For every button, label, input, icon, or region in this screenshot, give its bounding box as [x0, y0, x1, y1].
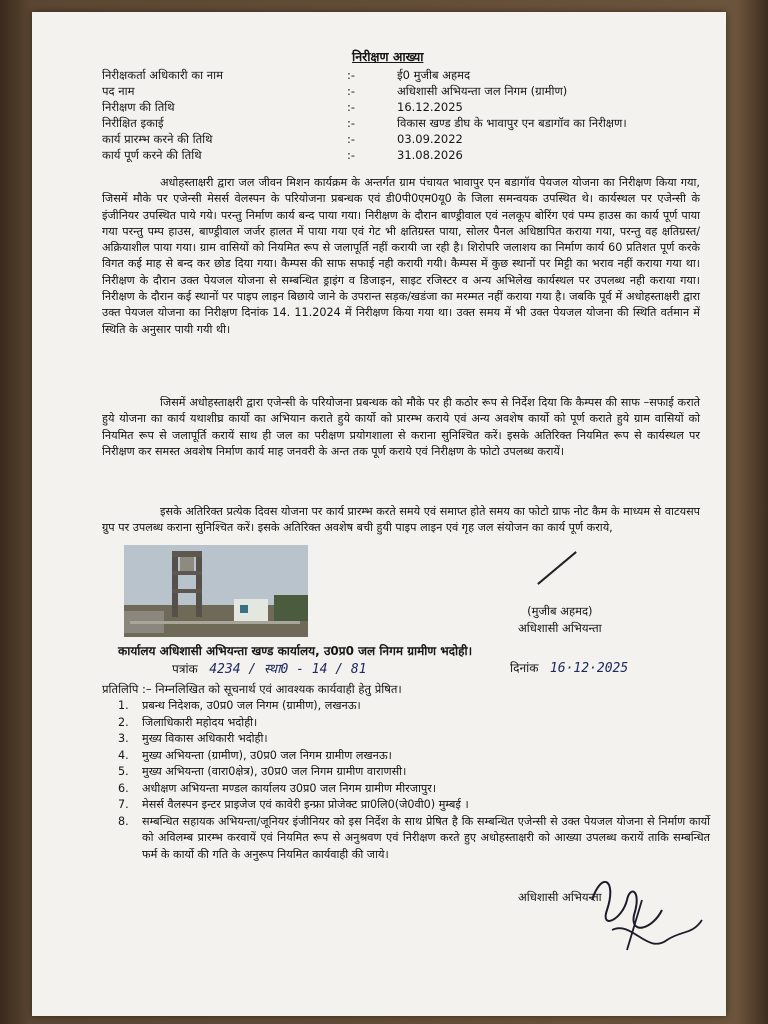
copy-to-heading: प्रतिलिपि :– निम्नलिखित को सूचनार्थ एवं आवश्यक कार्यवाही हेतु प्रेषित।: [102, 682, 402, 696]
letter-number-value: 4234 / स्था0 - 14 / 81: [209, 662, 367, 677]
meta-separator: :-: [347, 68, 356, 82]
list-item: [118, 764, 710, 781]
letter-number: [172, 659, 367, 677]
meta-label: पद नाम: [102, 84, 135, 98]
meta-row: [102, 116, 702, 132]
officer-designation: अधिशासी अभियन्ता: [518, 621, 602, 635]
inspection-report-page: [32, 12, 726, 1016]
letter-date-value: 16·12·2025: [549, 661, 629, 676]
list-item: [118, 731, 710, 748]
meta-separator: :-: [347, 84, 356, 98]
list-text: प्रबन्ध निदेशक, उ0प्र0 जल निगम (ग्रामीण), लखनऊ।: [142, 699, 361, 712]
list-number: 7.: [118, 798, 129, 811]
meta-separator: :-: [347, 100, 356, 114]
site-photo: [124, 545, 308, 637]
meta-value: 16.12.2025: [397, 100, 463, 114]
meta-label: निरीक्षकर्ता अधिकारी का नाम: [102, 68, 223, 82]
meta-label: कार्य पूर्ण करने की तिथि: [102, 148, 202, 162]
meta-separator: :-: [347, 116, 356, 130]
list-text: मेसर्स वैलस्पन इन्टर प्राइजेज एवं कावेरी इन्फ्रा प्रोजेक्ट प्रा0लि0(जे0वी0) मुम्बई ।: [142, 798, 469, 811]
meta-row: [102, 84, 702, 100]
officer-name: (मुजीब अहमद): [527, 604, 593, 618]
list-text: सम्बन्धित सहायक अभियन्ता/जूनियर इंजीनियर को इस निर्देश के साथ प्रेषित है कि सम्बन्धित एजेन्सी से उक्त पेयजल योजना से निर्माण कार्यो को अविलम्ब प्रारम्भ करवायें एवं नियमित रूप से अनुश्रवण एवं निरीक्षण करते हुए अधोहस्ताक्षरी को आख्या उपलब्ध करायें ताकि सम्बन्धित फर्म के कार्यो की गति के अनुरूप नियमित कार्यवाही की जाये।: [142, 814, 710, 861]
list-number: 4.: [118, 748, 129, 762]
list-item: [118, 698, 710, 715]
meta-value: 03.09.2022: [397, 132, 463, 146]
meta-label: निरीक्षित इकाई: [102, 116, 164, 130]
body-paragraph: इसके अतिरिक्त प्रत्येक दिवस योजना पर कार्य प्रारम्भ करते समये एवं समाप्त होते समय का फोटो ग्राफ नोट कैम के माध्यम से वाटयसप ग्रुप पर उपलब्ध कराना सुनिश्चित करें। इसके अतिरिक्त अवशेष बची हुयी पाइप लाइन एवं गृह जल संयोजन का कार्य पूर्ण कराये,: [102, 505, 700, 535]
list-number: 2.: [118, 715, 129, 729]
list-item: [118, 748, 710, 765]
list-item: [118, 814, 710, 864]
letter-date-label: दिनांक: [510, 661, 539, 675]
meta-row: [102, 132, 702, 148]
list-number: 6.: [118, 781, 129, 795]
officer-block: [518, 603, 602, 637]
meta-value: अधिशासी अभियन्ता जल निगम (ग्रामीण): [397, 84, 568, 98]
meta-table: [102, 68, 702, 164]
list-item: [118, 781, 710, 798]
office-line: कार्यालय अधिशासी अभियन्ता खण्ड कार्यालय, उ0प्र0 जल निगम ग्रामीण भदोही।: [118, 644, 473, 658]
handwritten-signature: [572, 860, 712, 970]
list-number: 8.: [118, 814, 129, 828]
meta-row: [102, 100, 702, 116]
meta-label: निरीक्षण की तिथि: [102, 100, 175, 114]
list-number: 3.: [118, 732, 129, 745]
list-text: जिलाधिकारी महोदय भदोही।: [142, 715, 258, 729]
meta-value: 31.08.2026: [397, 148, 463, 162]
list-text: मुख्य अभियन्ता (ग्रामीण), उ0प्र0 जल निगम ग्रामीण लखनऊ।: [142, 748, 392, 762]
meta-value: विकास खण्ड डीघ के भावापुर एन बडागॉव का निरीक्षण।: [397, 116, 627, 130]
copy-to-list: [118, 698, 710, 863]
meta-label: कार्य प्रारम्भ करने की तिथि: [102, 132, 213, 146]
list-number: 5.: [118, 765, 129, 778]
list-text: मुख्य विकास अधिकारी भदोही।: [142, 732, 268, 745]
signature-stroke: [537, 551, 577, 585]
body-paragraph: अधोहस्ताक्षरी द्वारा जल जीवन मिशन कार्यक्रम के अन्तर्गत ग्राम पंचायत भावापुर एन बडागॉव पेयजल योजना का निरीक्षण किया गया, जिसमें मौके पर एजेन्सी मेसर्स वेलस्पन के परियोजना प्रबन्धक एवं डी0पी0एम0यू0 के जिला समन्वयक उपस्थित थे। कार्यस्थल पर एजेन्सी के इंजीनियर उपस्थित पाये गये। परन्तु निर्माण कार्य बन्द पाया गया। निरीक्षण के दौरान बाण्ड्रीवाल एवं नलकूप बोरिंग एवं पम्प हाउस का कार्य पूर्ण पाया गया परन्तु पम्प हाउस, बाण्ड्रीवाल जर्जर हालत में पाया गया एवं गेट भी क्षतिग्रस्त पाया, सोलर पैनल अधिष्ठापित कराया गया, परन्तु वह क्षतिग्रस्त/अक्रियाशील पाया गया। ग्राम वासियों को नियमित रूप से जलापूर्ति नहीं करायी जा रही है। शिरोपरि जलाशय का निर्माण कार्य 60 प्रतिशत पूर्ण करके विगत कई माह से बन्द कर छोड दिया गया। कैम्पस की साफ सफाई नही करायी गयी। कैम्पस में कुछ स्थानों पर मिट्टी का भराव नहीं कराया गया था। निरीक्षण के दौरान उक्त पेयजल योजना से सम्बन्धित ड्राइंग व डिजाइन, साइट रजिस्टर व अन्य अभिलेख कार्यस्थल पर उपलब्ध नही कराया गया। निरीक्षण के दौरान कई स्थानों पर पाइप लाइन बिछाये जाने के उपरान्त सड़क/खडंजा का मरम्मत नहीं कराया गया है। जबकि पूर्व में अधोहस्ताक्षरी द्वारा उक्त पेयजल योजना का निरीक्षण दिनांक 14. 11.2024 में निरीक्षण किया गया था। उक्त समय में भी उक्त पेयजल योजना की स्थिति वर्तमान में स्थिति के अनुसार पायी गयी थी।: [102, 176, 700, 336]
signoff-designation: अधिशासी अभियन्ता: [518, 890, 602, 904]
list-text: मुख्य अभियन्ता (वारा0क्षेत्र), उ0प्र0 जल निगम ग्रामीण वाराणसी।: [142, 765, 407, 778]
document-title: निरीक्षण आख्या: [352, 49, 424, 64]
meta-separator: :-: [347, 132, 356, 146]
letter-date: [510, 659, 628, 676]
list-number: 1.: [118, 699, 129, 712]
list-text: अधीक्षण अभियन्ता मण्डल कार्यालय उ0प्र0 जल निगम ग्रामीण मीरजापुर।: [142, 781, 437, 795]
meta-row: [102, 68, 702, 84]
list-item: [118, 715, 710, 732]
body-paragraph: जिसमें अधोहस्ताक्षरी द्वारा एजेन्सी के परियोजना प्रबन्धक को मौके पर ही कठोर रूप से निर्देश दिया कि कैम्पस की साफ –सफाई कराते हुये योजना का कार्य यथाशीघ्र कार्यो का अभियान कराते हुये कार्यो को प्रारम्भ कराये एवं अन्य अवशेष कार्यो को पूर्ण कराते हुये ग्राम वासियों को नियमित रूप से जलापूर्ति करायें साथ ही जल का परीक्षण प्रयोगशाला से कराना सुनिश्चित करें। इसके अतिरिक्त नियमित रूप से कार्यस्थल पर निरीक्षण कर समस्त अवशेष निर्माण कार्य माह जनवरी के अन्त तक पूर्ण कराये एवं निरीक्षण के फोटो उपलब्ध करायें।: [102, 396, 700, 458]
meta-separator: :-: [347, 148, 356, 162]
list-item: [118, 797, 710, 814]
meta-value: ई0 मुजीब अहमद: [397, 68, 471, 82]
meta-row: [102, 148, 702, 164]
letter-number-label: पत्रांक: [172, 662, 198, 676]
